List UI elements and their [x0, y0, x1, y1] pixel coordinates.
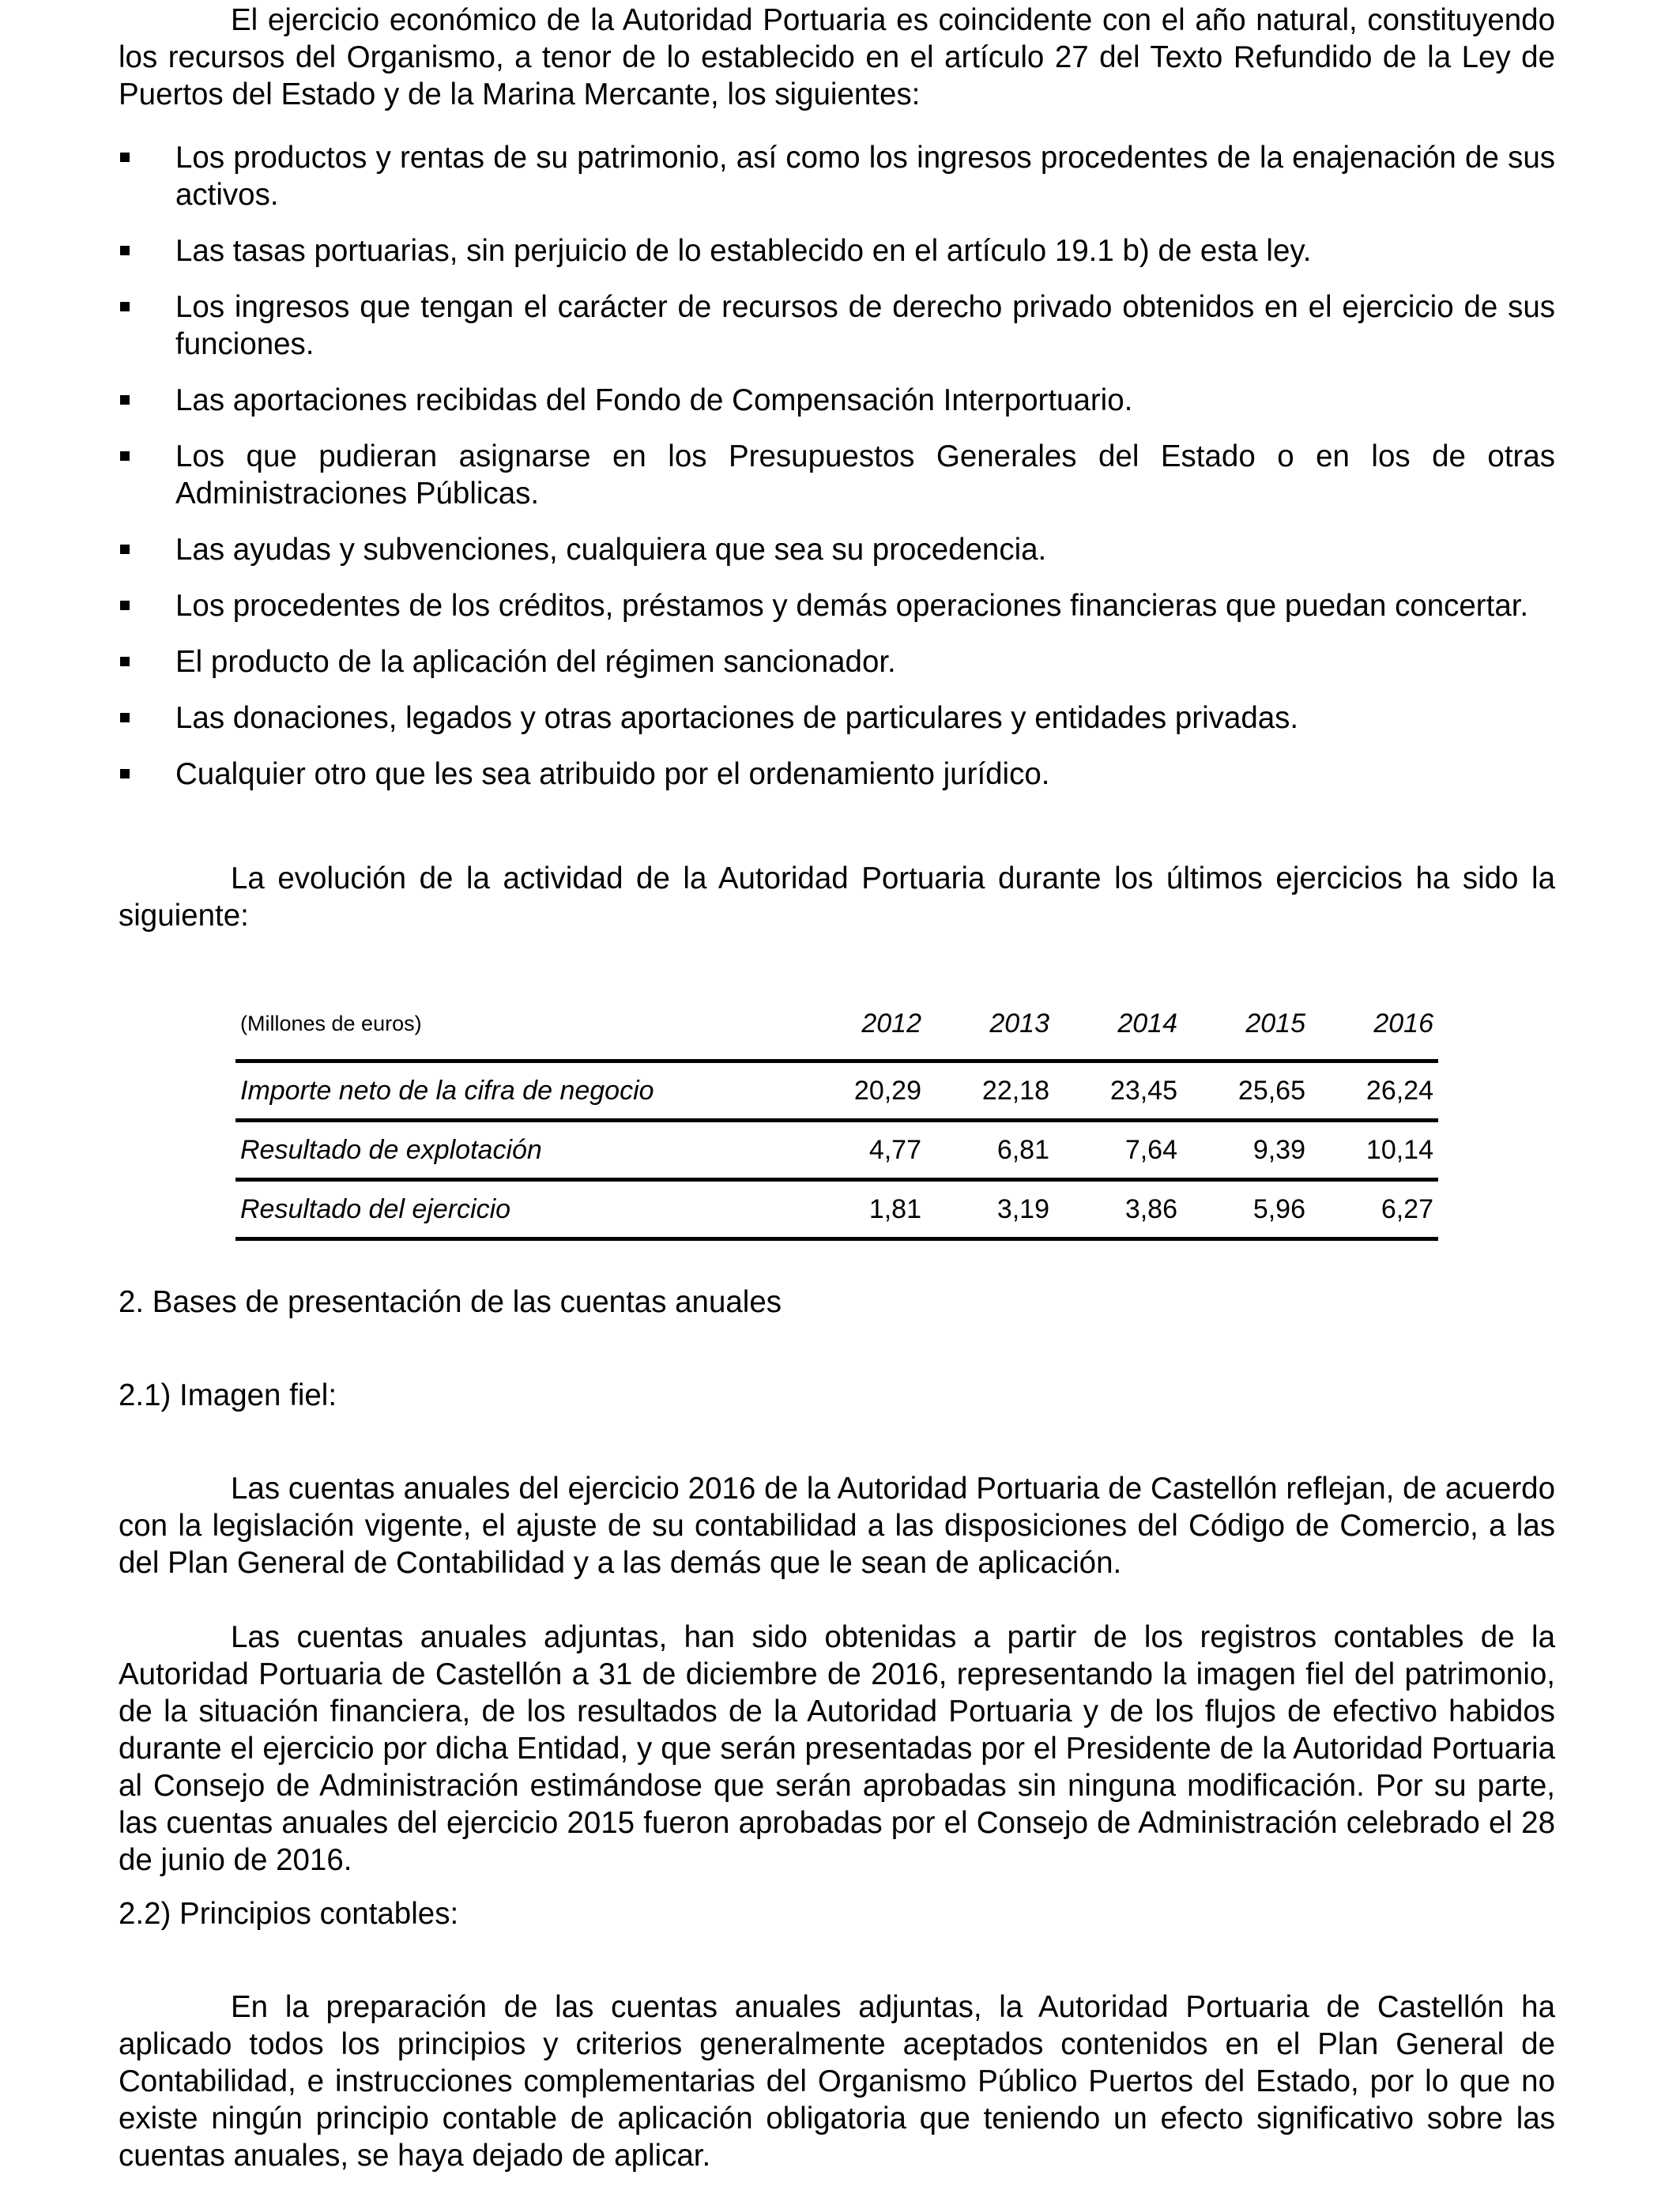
- section-2-1-title: 2.1) Imagen fiel:: [119, 1378, 337, 1412]
- bullet-icon: [120, 545, 130, 554]
- table-year-header: 2016: [1373, 1008, 1433, 1039]
- section-2-2-title: 2.2) Principios contables:: [119, 1897, 459, 1931]
- list-item: El producto de la aplicación del régimen sancionador.: [119, 643, 1555, 680]
- list-item: Las tasas portuarias, sin perjuicio de lo establecido en el artículo 19.1 b) de esta ley.: [119, 232, 1555, 270]
- table-cell: 26,24: [1310, 1061, 1438, 1121]
- table-cell: 22,18: [926, 1061, 1054, 1121]
- list-item: Los que pudieran asignarse en los Presupuestos Generales del Estado o en los de otras Administraciones Públicas.: [119, 438, 1555, 512]
- bullet-icon: [120, 601, 130, 610]
- bullet-icon: [120, 451, 130, 461]
- table-year-header: 2012: [861, 1008, 921, 1039]
- table-cell: 6,81: [926, 1121, 1054, 1180]
- bullet-icon: [120, 713, 130, 722]
- bullet-icon: [120, 302, 130, 311]
- bullet-icon: [120, 395, 130, 405]
- table-year-header: 2013: [989, 1008, 1049, 1039]
- row-label: Resultado del ejercicio: [235, 1180, 798, 1239]
- section-2-2-paragraph-1: En la preparación de las cuentas anuales adjuntas, la Autoridad Portuaria de Castellón ha aplicado todos los principios y criterios generalmente aceptados contenidos en el Plan General de Contabilidad, e instrucciones complementarias del Organismo Público Puertos del Estado, por lo que no existe ningún principio contable de aplicación obligatoria que teniendo un efecto significativo sobre las cuentas anuales, se haya dejado de aplicar.: [119, 1990, 1555, 2173]
- bullet-icon: [120, 153, 130, 162]
- row-label: Importe neto de la cifra de negocio: [235, 1061, 798, 1121]
- intro-paragraph: El ejercicio económico de la Autoridad Portuaria es coincidente con el año natural, constituyendo los recursos del Organismo, a tenor de lo establecido en el artículo 27 del Texto Refundido de la Ley de Puertos del Estado y de la Marina Mercante, los siguientes:: [119, 3, 1555, 111]
- evolution-paragraph: La evolución de la actividad de la Autoridad Portuaria durante los últimos ejercicios ha sido la siguiente:: [119, 861, 1555, 933]
- table-cell: 3,86: [1054, 1180, 1182, 1239]
- table-row: [235, 1121, 1438, 1180]
- table-unit-label: (Millones de euros): [240, 1011, 422, 1035]
- list-item: Las donaciones, legados y otras aportaciones de particulares y entidades privadas.: [119, 699, 1555, 737]
- table-row: [235, 1061, 1438, 1121]
- table-cell: 20,29: [798, 1061, 926, 1121]
- section-2-1-paragraph-2: Las cuentas anuales adjuntas, han sido obtenidas a partir de los registros contables de la Autoridad Portuaria de Castellón a 31 de diciembre de 2016, representando la imagen fiel del patrimonio, de la situación financiera, de los resultados de la Autoridad Portuaria y de los flujos de efectivo habidos durante el ejercicio por dicha Entidad, y que serán presentadas por el Presidente de la Autoridad Portuaria al Consejo de Administración estimándose que serán aprobadas sin ninguna modificación. Por su parte, las cuentas anuales del ejercicio 2015 fueron aprobadas por el Consejo de Administración celebrado el 28 de junio de 2016.: [119, 1620, 1555, 1877]
- table-cell: 5,96: [1182, 1180, 1310, 1239]
- list-item: Cualquier otro que les sea atribuido por el ordenamiento jurídico.: [119, 756, 1555, 793]
- table-cell: 3,19: [926, 1180, 1054, 1239]
- table-cell: 23,45: [1054, 1061, 1182, 1121]
- section-2-title: 2. Bases de presentación de las cuentas anuales: [119, 1285, 782, 1319]
- bullet-icon: [120, 769, 130, 778]
- table-cell: 25,65: [1182, 1061, 1310, 1121]
- table-cell: 9,39: [1182, 1121, 1310, 1180]
- resources-list: [119, 139, 1555, 793]
- list-item: Las aportaciones recibidas del Fondo de Compensación Interportuario.: [119, 382, 1555, 419]
- bullet-icon: [120, 657, 130, 666]
- table-cell: 1,81: [798, 1180, 926, 1239]
- section-2-1-paragraph-1: Las cuentas anuales del ejercicio 2016 de la Autoridad Portuaria de Castellón reflejan, de acuerdo con la legislación vigente, el ajuste de su contabilidad a las disposiciones del Código de Comercio, a las del Plan General de Contabilidad y a las demás que le sean de aplicación.: [119, 1472, 1555, 1580]
- table-cell: 7,64: [1054, 1121, 1182, 1180]
- table-year-header: 2015: [1245, 1008, 1305, 1039]
- list-item: Las ayudas y subvenciones, cualquiera que sea su procedencia.: [119, 531, 1555, 568]
- list-item: Los productos y rentas de su patrimonio, así como los ingresos procedentes de la enajenación de sus activos.: [119, 139, 1555, 213]
- table-row: [235, 1180, 1438, 1239]
- list-item: Los ingresos que tengan el carácter de recursos de derecho privado obtenidos en el ejercicio de sus funciones.: [119, 288, 1555, 363]
- table-cell: 10,14: [1310, 1121, 1438, 1180]
- row-label: Resultado de explotación: [235, 1121, 798, 1180]
- financial-table: [235, 982, 1438, 1241]
- table-cell: 6,27: [1310, 1180, 1438, 1239]
- table-cell: 4,77: [798, 1121, 926, 1180]
- list-item: Los procedentes de los créditos, préstamos y demás operaciones financieras que puedan concertar.: [119, 587, 1555, 624]
- table-year-header: 2014: [1117, 1008, 1177, 1039]
- table-header-row: [235, 982, 1438, 1061]
- bullet-icon: [120, 246, 130, 255]
